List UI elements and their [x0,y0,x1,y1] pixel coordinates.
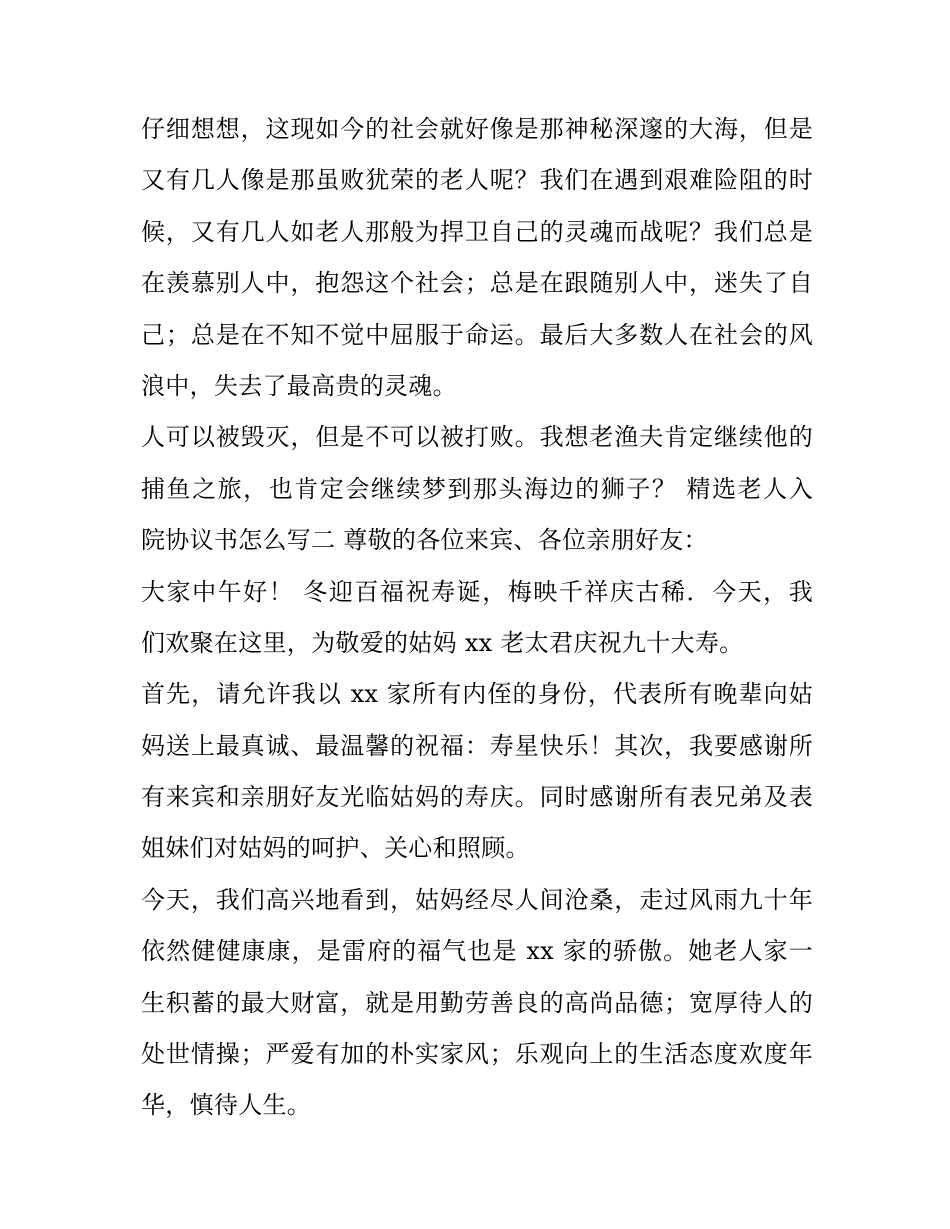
text-line: 今天，我们高兴地看到，姑妈经尽人间沧桑，走过风雨九十年 [141,885,813,914]
text-line: 人可以被毁灭，但是不可以被打败。我想老渔夫肯定继续他的 [141,423,813,452]
paragraph-1 [141,104,813,412]
text-line: 又有几人像是那虽败犹荣的老人呢？我们在遇到艰难险阻的时 [141,166,813,195]
text-line: 候，又有几人如老人那般为捍卫自己的灵魂而战呢？我们总是 [141,217,813,246]
paragraph-5 [141,875,813,1132]
text-line: 仔细想想，这现如今的社会就好像是那神秘深邃的大海，但是 [141,115,813,143]
text-line: 姐妹们对姑妈的呵护、关心和照顾。 [141,834,530,863]
text-line: 首先，请允许我以 xx 家所有内侄的身份，代表所有晚辈向姑 [141,680,813,709]
text-line: 大家中午好！ 冬迎百福祝寿诞，梅映千祥庆古稀．今天，我 [141,577,813,606]
text-line: 浪中，失去了最高贵的灵魂。 [141,371,457,400]
text-line: 捕鱼之旅，也肯定会继续梦到那头海边的狮子？ 精选老人入 [141,474,813,503]
text-line: 们欢聚在这里，为敬爱的姑妈 xx 老太君庆祝九十大寿。 [141,628,744,657]
text-line: 己；总是在不知不觉中屈服于命运。最后大多数人在社会的风 [141,320,813,349]
text-line: 院协议书怎么写二 尊敬的各位来宾、各位亲朋好友： [141,526,708,555]
paragraph-3 [141,567,813,670]
text-line: 华，慎待人生。 [141,1091,312,1120]
text-line: 处世情操；严爱有加的朴实家风；乐观向上的生活态度欢度年 [141,1040,813,1069]
text-line: 在羡慕别人中，抱怨这个社会；总是在跟随别人中，迷失了自 [141,269,813,298]
paragraph-4 [141,669,813,875]
text-line: 生积蓄的最大财富，就是用勤劳善良的高尚品德；宽厚待人的 [141,988,813,1017]
text-line: 妈送上最真诚、最温馨的祝福：寿星快乐！其次，我要感谢所 [141,731,813,760]
document-body [141,104,813,1132]
text-line: 有来宾和亲朋好友光临姑妈的寿庆。同时感谢所有表兄弟及表 [141,783,813,812]
paragraph-2 [141,412,813,566]
text-line: 依然健健康康，是雷府的福气也是 xx 家的骄傲。她老人家一 [141,937,813,966]
